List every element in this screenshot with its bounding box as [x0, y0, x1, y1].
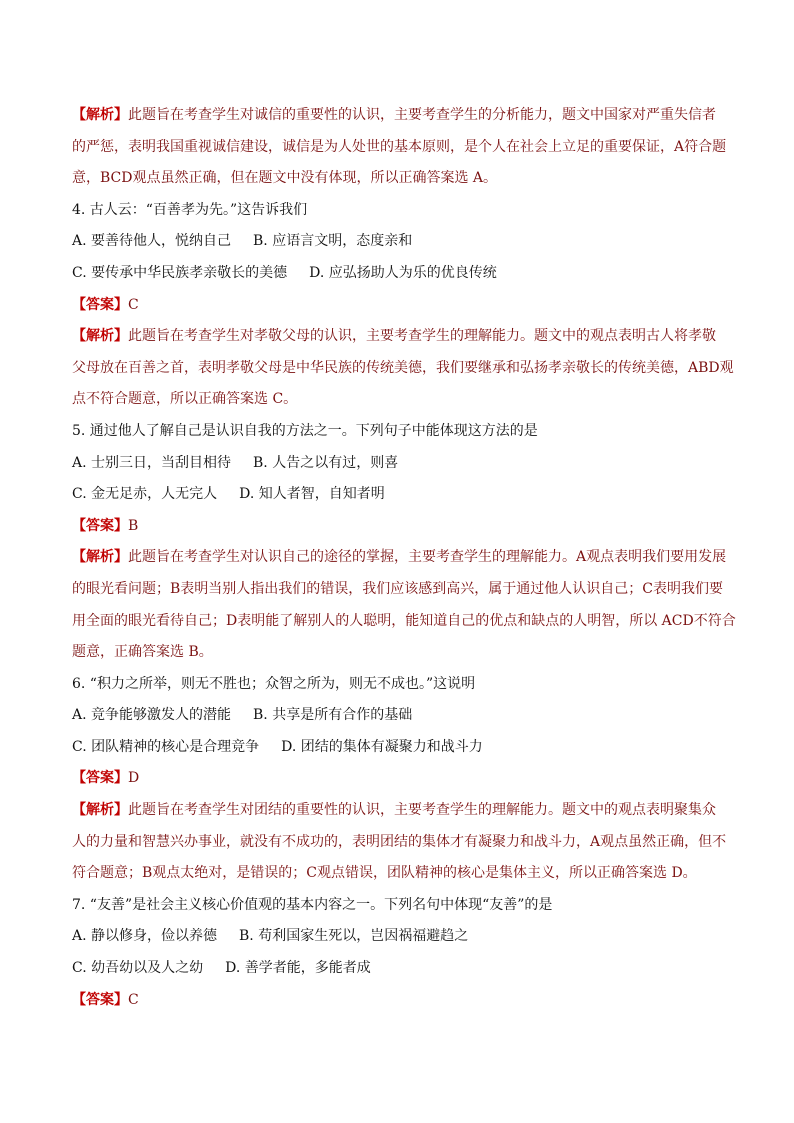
answer-value: D [128, 770, 140, 787]
answer-value: C [128, 991, 139, 1008]
answer-value: B [128, 517, 139, 534]
question-stem: 4. 古人云：“百善孝为先。”这告诉我们 [72, 201, 308, 218]
analysis-text: 此题旨在考查学生对认识自己的途径的掌握，主要考查学生的理解能力。A观点表明我们要用发展 [128, 549, 727, 566]
document-page [72, 100, 736, 1016]
option-c: C. 团队精神的核心是合理竞争 [72, 738, 260, 755]
option-b: B. 应语言文明，态度亲和 [253, 233, 413, 250]
analysis-text: 此题旨在考查学生对团结的重要性的认识，主要考查学生的理解能力。题文中的观点表明聚集众 [128, 802, 716, 819]
analysis-text: 父母放在百善之首，表明孝敬父母是中华民族的传统美德，我们要继承和弘扬孝亲敬长的传统美德，ABD观 [72, 359, 734, 376]
question-5 [72, 416, 736, 669]
q3-analysis [72, 100, 728, 195]
option-c: C. 要传承中华民族孝亲敬长的美德 [72, 264, 288, 281]
analysis-tag: 【解析】 [72, 549, 128, 566]
answer-value: C [128, 296, 139, 313]
analysis-text: 题意，正确答案选 B。 [72, 644, 213, 661]
analysis-text: 用全面的眼光看待自己；D表明能了解别人的人聪明，能知道自己的优点和缺点的人明智，所以 ACD不符合 [72, 612, 736, 629]
analysis-text: 符合题意；B观点太绝对，是错误的；C观点错误，团队精神的核心是集体主义，所以正确答案选 D。 [72, 865, 697, 882]
analysis-text: 的严惩，表明我国重视诚信建设，诚信是为人处世的基本原则，是个人在社会上立足的重要保证，A符合题 [72, 138, 727, 155]
option-c: C. 金无足赤，人无完人 [72, 486, 218, 503]
option-d: D. 善学者能，多能者成 [225, 960, 371, 977]
analysis-text: 点不符合题意，所以正确答案选 C。 [72, 391, 298, 408]
answer-tag: 【答案】 [72, 991, 128, 1008]
analysis-text: 此题旨在考查学生对诚信的重要性的认识，主要考查学生的分析能力，题文中国家对严重失信者 [128, 107, 716, 123]
question-6 [72, 669, 728, 890]
option-d: D. 知人者智，自知者明 [239, 486, 385, 503]
option-a: A. 士别三日，当刮目相待 [72, 454, 232, 471]
analysis-tag: 【解析】 [72, 107, 128, 123]
analysis-tag: 【解析】 [72, 328, 128, 345]
option-b: B. 人告之以有过，则喜 [253, 454, 399, 471]
option-b: B. 苟利国家生死以，岂因祸福避趋之 [239, 928, 469, 945]
analysis-text: 的眼光看问题；B表明当别人指出我们的错误，我们应该感到高兴，属于通过他人认识自己；C表明我们要 [72, 580, 723, 597]
option-a: A. 竞争能够激发人的潜能 [72, 707, 232, 724]
answer-tag: 【答案】 [72, 517, 128, 534]
question-4 [72, 195, 734, 416]
analysis-text: 人的力量和智慧兴办事业，就没有不成功的，表明团结的集体才有凝聚力和战斗力，A观点虽然正确，但不 [72, 833, 727, 850]
option-b: B. 共享是所有合作的基础 [253, 707, 413, 724]
question-stem: 5. 通过他人了解自己是认识自我的方法之一。下列句子中能体现这方法的是 [72, 422, 538, 439]
question-stem: 6. “积力之所举，则无不胜也；众智之所为，则无不成也。”这说明 [72, 675, 476, 692]
answer-tag: 【答案】 [72, 296, 128, 313]
answer-tag: 【答案】 [72, 770, 128, 787]
analysis-text: 此题旨在考查学生对孝敬父母的认识，主要考查学生的理解能力。题文中的观点表明古人将孝敬 [128, 328, 716, 345]
analysis-text: 意，BCD观点虽然正确，但在题文中没有体现，所以正确答案选 A。 [72, 170, 498, 187]
option-d: D. 团结的集体有凝聚力和战斗力 [281, 738, 483, 755]
question-7 [72, 890, 728, 1016]
option-a: A. 静以修身，俭以养德 [72, 928, 218, 945]
question-stem: 7. “友善”是社会主义核心价值观的基本内容之一。下列名句中体现“友善”的是 [72, 896, 553, 913]
option-c: C. 幼吾幼以及人之幼 [72, 960, 204, 977]
option-d: D. 应弘扬助人为乐的优良传统 [309, 264, 497, 281]
option-a: A. 要善待他人，悦纳自己 [72, 233, 232, 250]
analysis-tag: 【解析】 [72, 802, 128, 819]
